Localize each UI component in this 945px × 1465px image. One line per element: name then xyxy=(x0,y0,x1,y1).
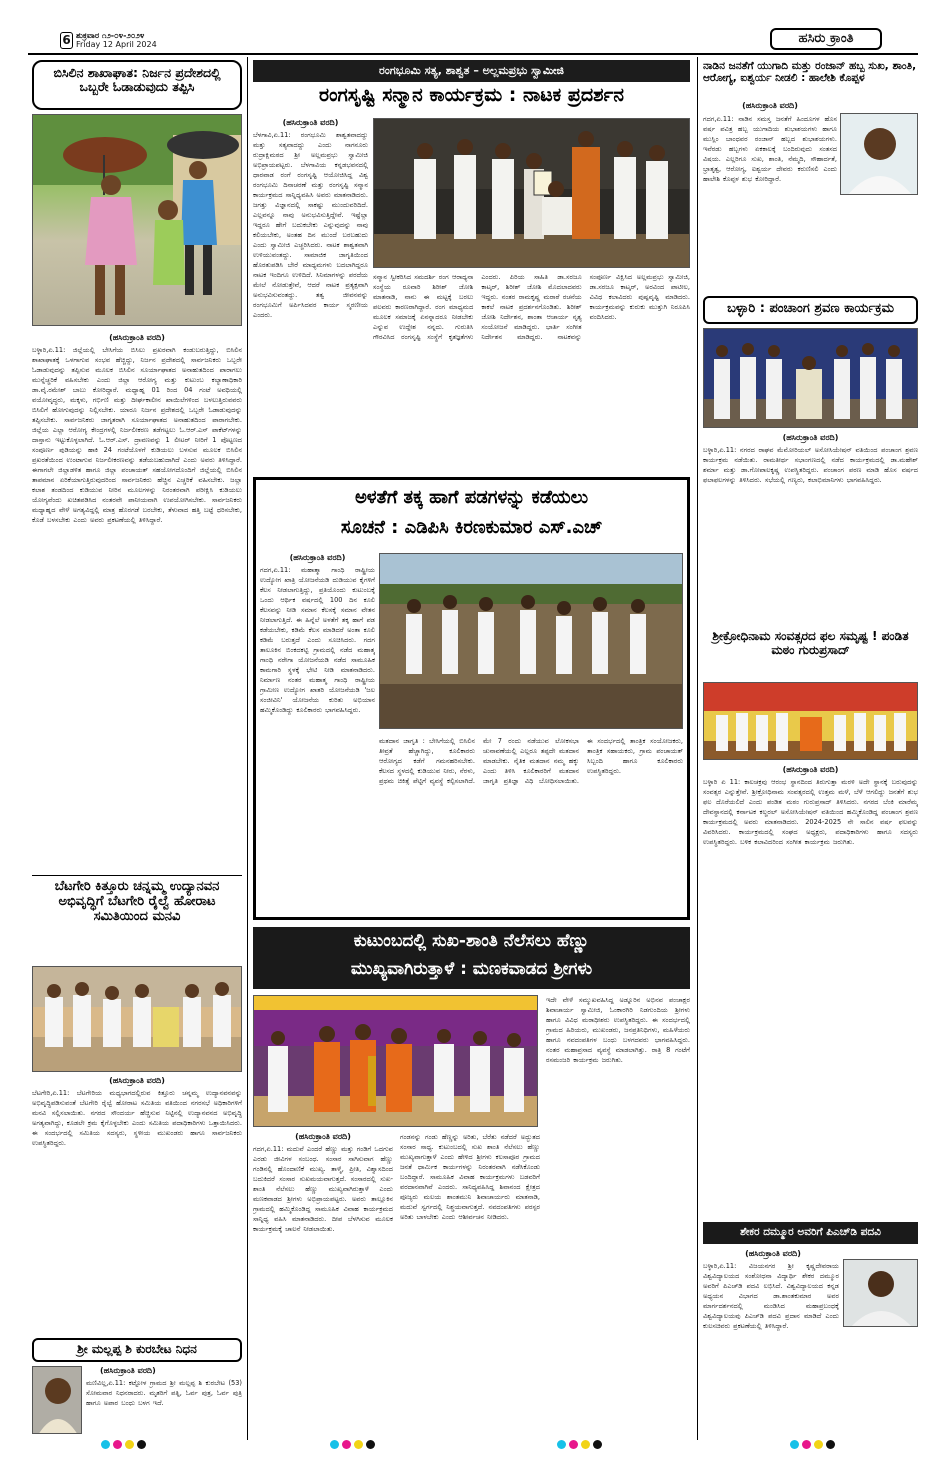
registration-dot-cyan-2 xyxy=(330,1440,339,1449)
paper-name-box xyxy=(770,28,882,50)
registration-dot-magenta-2 xyxy=(342,1440,351,1449)
heat-story-credit: (ಹಸಿರುಕ್ರಾಂತಿ ವರದಿ) xyxy=(109,333,165,342)
phd-credit: (ಹಸಿರುಕ್ರಾಂತಿ ವರದಿ) xyxy=(745,1249,801,1258)
festival-credit: (ಹಸಿರುಕ್ರಾಂತಿ ವರದಿ) xyxy=(742,101,798,110)
marriage-body-left: ಗದಗ,ಏ.11: ಮದುವೆ ಎಂದರೆ ಹೆಣ್ಣು ಮತ್ತು ಗಂಡಿಗೆ ಒದಗುವ ಎರಡು ಜೀವಿಗಳ ಸಂಬಂಧ. ಸಂಸಾರ ಸಾಗಿಸುವಾಗ ಹೆಣ್ಣು ಗಂಡಿನಲ್ಲಿ ಹೊಂದಾಣಿಕೆ ಮುಖ್ಯ. ತಾಳ್ಮೆ, ಪ್ರೀತಿ, ವಿಶ್ವಾಸದಿಂದ ಬದುಕಿದರೆ ಸಂಸಾರ ಸುಖಮಯವಾಗುತ್ತದೆ. ಸಂಸಾರದಲ್ಲಿ ಸುಖ-ಶಾಂತಿ ನೆಲೆಸಲು ಹೆಣ್ಣು ಮುಖ್ಯವಾಗಿರುತ್ತಾಳೆ ಎಂದು ಮಣಕವಾಡದ ಶ್ರೀಗಳು ಅಭಿಪ್ರಾಯಪಟ್ಟರು. ಅವರು ತಾಲ್ಲೂಕಿನ ಗ್ರಾಮದಲ್ಲಿ ಹಮ್ಮಿಕೊಂಡಿದ್ದ ಸಾಮೂಹಿಕ ವಿವಾಹ ಕಾರ್ಯಕ್ರಮದ ಸಾನ್ನಿಧ್ಯ ವಹಿಸಿ ಮಾತನಾಡಿದರು. ದೀಪ ಬೆಳಗಿಸುವ ಮೂಲಕ ಕಾರ್ಯಕ್ರಮಕ್ಕೆ ಚಾಲನೆ ನೀಡಲಾಯಿತು. xyxy=(253,1145,393,1233)
samvatsara-body: ಬಳ್ಳಾರಿ ಏ 11: ಕಾಲಚಕ್ರವು ಆರಂಭ ಸ್ಥಾನದಿಂದ ತಿರುಗುತ್ತಾ ಮರಳಿ ಅದೇ ಸ್ಥಾನಕ್ಕೆ ಬರುವುದನ್ನು ಸಂವತ್ಸರ ಎನ್ನುತ್ತೇವೆ. ಶ್ರೀಕ್ರೋಧಿನಾಮ ಸಂವತ್ಸರದಲ್ಲಿ ಉತ್ತಮ ಮಳೆ, ಬೆಳೆ ಆಗಲಿದ್ದು ಜನತೆಗೆ ಶುಭ ಫಲ ದೊರೆಯಲಿದೆ ಎಂದು ಪಂಡಿತ ಮಠಂ ಗುರುಪ್ರಸಾದ್ ತಿಳಿಸಿದರು. ನಗರದ ಬೆಂಕಿ ಮಾರೆಮ್ಮ ದೇವಸ್ಥಾನದಲ್ಲಿ ಕರ್ನಾಟಕ ಕಲ್ಚರಲ್ ಅಸೋಸಿಯೇಷನ್ ವತಿಯಿಂದ ಹಮ್ಮಿಕೊಂಡಿದ್ದ ಪಂಚಾಂಗ ಶ್ರವಣ ಕಾರ್ಯಕ್ರಮದಲ್ಲಿ ಅವರು ಮಾತನಾಡಿದರು. 2024-2025 ನೇ ಸಾಲಿನ ವರ್ಷ ಫಲವನ್ನು ವಿವರಿಸಿದರು. ಕಾರ್ಯಕ್ರಮದಲ್ಲಿ ಸಂಘದ ಅಧ್ಯಕ್ಷರು, ಪದಾಧಿಕಾರಿಗಳು ಹಾಗೂ ಸದಸ್ಯರು ಉಪಸ್ಥಿತರಿದ್ದರು. ಬಳಿಕ ಕಲಾವಿದರಿಂದ ಸಂಗೀತ ಕಾರ್ಯಕ್ರಮ ಜರುಗಿತು. xyxy=(703,778,918,846)
phd-headline: ಶೇಕರ ದಮ್ಮೂರ ಅವರಿಗೆ ಪಿಎಚ್‌ಡಿ ಪದವಿ xyxy=(740,1226,881,1238)
registration-dot-yellow-1 xyxy=(125,1440,134,1449)
heat-story-photo xyxy=(32,114,242,326)
festival-body: ಗದಗ,ಏ.11: ನಾಡಿನ ಸಮಸ್ತ ಜನತೆಗೆ ಹಿಂದೂಗಳ ಹೊಸ ವರ್ಷ ಪವಿತ್ರ ಹಬ್ಬ ಯುಗಾದಿಯ ಶುಭಾಶಯಗಳು ಹಾಗೂ ಮುಸ್ಲಿಂ ಬಾಂಧವರ ರಂಜಾನ್ ಹಬ್ಬದ ಶುಭಾಶಯಗಳು. ಇವೆರಡು ಹಬ್ಬಗಳು ಏಕಕಾಲಕ್ಕೆ ಬಂದಿರುವುದು ಸಂತಸದ ವಿಷಯ. ಎಲ್ಲರಿಗೂ ಸುಖ, ಶಾಂತಿ, ನೆಮ್ಮದಿ, ಸೌಹಾರ್ದತೆ, ಭ್ರಾತೃತ್ವ, ಆರೋಗ್ಯ, ಐಶ್ವರ್ಯ ದೇವರು ಕರುಣಿಸಲಿ ಎಂದು ಹಾಲೇಶಿ ಕೊಪ್ಪಳ ಶುಭ ಕೋರಿದ್ದಾರೆ. xyxy=(703,115,837,183)
theatre-credit: (ಹಸಿರುಕ್ರಾಂತಿ ವರದಿ) xyxy=(282,118,339,127)
registration-dot-black-4 xyxy=(826,1440,835,1449)
registration-dot-cyan-3 xyxy=(557,1440,566,1449)
nrega-credit: (ಹಸಿರುಕ್ರಾಂತಿ ವರದಿ) xyxy=(289,553,346,562)
registration-dot-black-3 xyxy=(593,1440,602,1449)
registration-dot-black-2 xyxy=(366,1440,375,1449)
nrega-headline-1: ಅಳತೆಗೆ ತಕ್ಕ ಹಾಗೆ ಪಡಗಳನ್ನು ಕಡೆಯಲು xyxy=(354,487,589,508)
registration-dot-magenta-1 xyxy=(113,1440,122,1449)
paper-name: ಹಸಿರು ಕ್ರಾಂತಿ xyxy=(798,31,854,46)
registration-dot-yellow-4 xyxy=(814,1440,823,1449)
registration-dot-cyan-1 xyxy=(101,1440,110,1449)
festival-headline: ನಾಡಿನ ಜನತೆಗೆ ಯುಗಾದಿ ಮತ್ತು ರಂಜಾನ್ ಹಬ್ಬ ಸುಖ, ಶಾಂತಿ, ಆರೋಗ್ಯ, ಐಶ್ವರ್ಯ ನೀಡಲಿ : ಹಾಲೇಶಿ ಕೊಪ್ಪಳ xyxy=(703,60,917,85)
issue-date-english: Friday 12 April 2024 xyxy=(76,40,157,49)
heat-story-headline: ಬಿಸಿಲಿನ ಶಾಖಾಘಾತ: ನಿರ್ಜನ ಪ್ರದೇಶದಲ್ಲಿ ಒಬ್ಬರೇ ಓಡಾಡುವುದು ತಪ್ಪಿಸಿ xyxy=(53,65,221,95)
marriage-headline-2: ಮುಖ್ಯವಾಗಿರುತ್ತಾಳೆ : ಮಣಕವಾಡದ ಶ್ರೀಗಳು xyxy=(350,959,593,979)
marriage-body-right: ಇದೇ ವೇಳೆ ಸಮ್ಮುಖವಹಿಸಿದ್ದ ಅಡ್ನೂರಿನ ಅಭಿನವ ಪಂಚಾಕ್ಷರ ಶಿವಾಚಾರ್ಯ ಸ್ವಾಮೀಜಿ, ಓಂಕಾರಗಿರಿ ನಿಡಗುಂದಿಯ ಶ್ರೀಗಳು ಹಾಗೂ ವಿವಿಧ ಮಠಾಧೀಶರು ಉಪಸ್ಥಿತರಿದ್ದರು. ಈ ಸಂದರ್ಭದಲ್ಲಿ ಗ್ರಾಮದ ಹಿರಿಯರು, ಮುಖಂಡರು, ಜನಪ್ರತಿನಿಧಿಗಳು, ಮಹಿಳೆಯರು ಹಾಗೂ ನವದಂಪತಿಗಳ ಬಂಧು ಬಳಗದವರು ಭಾಗವಹಿಸಿದ್ದರು. ನಂತರ ಮಹಾಪ್ರಸಾದ ವ್ಯವಸ್ಥೆ ಮಾಡಲಾಗಿತ್ತು. ರಾತ್ರಿ 8 ಗಂಟೆಗೆ ರಸಮಂಜರಿ ಕಾರ್ಯಕ್ರಮ ಜರುಗಿತು. xyxy=(546,996,690,1064)
obituary-headline-box xyxy=(32,1338,242,1362)
marriage-credit: (ಹಸಿರುಕ್ರಾಂತಿ ವರದಿ) xyxy=(295,1132,351,1141)
theatre-headline: ರಂಗಸೃಷ್ಟಿ ಸನ್ಮಾನ ಕಾರ್ಯಕ್ರಮ : ನಾಟಕ ಪ್ರದರ್ಶನ xyxy=(319,84,624,106)
samvatsara-headline: ಶ್ರೀಕ್ರೋಧಿನಾಮ ಸಂವತ್ಸರದ ಫಲ ಸಮೃಷ್ಟ ! ಪಂಡಿತ ಮಠಂ ಗುರುಪ್ರಸಾದ್ xyxy=(712,629,909,657)
registration-dot-yellow-3 xyxy=(581,1440,590,1449)
registration-dot-cyan-4 xyxy=(790,1440,799,1449)
obituary-credit: (ಹಸಿರುಕ್ರಾಂತಿ ವರದಿ) xyxy=(100,1366,156,1375)
heat-story-headline-box xyxy=(32,60,242,110)
theatre-body-left: ಬೆಳಗಾವಿ,ಏ.11: ರಂಗಭೂಮಿ ಶಾಶ್ವತವಾದದ್ದು ಮತ್ತು ಸತ್ಯವಾದದ್ದು ಎಂದು ನಾಗನೂರು ರುದ್ರಾಕ್ಷಿಮಠದ ಶ್ರೀ ಅಲ್ಲಮಪ್ರಭು ಸ್ವಾಮೀಜಿ ಅಭಿಪ್ರಾಯಪಟ್ಟರು. ಬೆಳಗಾವಿಯ ಕನ್ನಡಭವನದಲ್ಲಿ ಧಾರವಾಡ ರಂಗೆ ರಂಗಸೃಷ್ಟಿ ಆಯೋಜಿಸಿದ್ದ ವಿಶ್ವ ರಂಗಭೂಮಿ ದಿನಾಚರಣೆ ಮತ್ತು ರಂಗಸೃಷ್ಟಿ ಸನ್ಮಾನ ಕಾರ್ಯಕ್ರಮದ ಸಾನ್ನಿಧ್ಯವಹಿಸಿ ಅವರು ಮಾತನಾಡಿದರು. ಜಗತ್ತು ವಿಜ್ಞಾನದಲ್ಲಿ ಸಾಕಷ್ಟು ಮುಂದುವರಿದಿದೆ. ಎಲ್ಲವನ್ನೂ ನಾವು ಅನುಭವಿಸುತ್ತಿದ್ದೇವೆ. ಇಷ್ಟೆಲ್ಲಾ ಇದ್ದರೂ ಹೇಗೆ ಬದುಕಬೇಕು ಎನ್ನುವುದನ್ನು ನಾವು ಕಲಿಯಬೇಕು, ಅಂತಹ ದಿನ ಮುಂದೆ ಬರಬಹುದು ಎಂದು ಸ್ವಾಮೀಜಿ ಎಚ್ಚರಿಸಿದರು. ನಾಟಕ ಶಾಶ್ವತವಾಗಿ ಉಳಿಯುವಂತದ್ದು. ಸಾಮಾಜಿಕ ಜಾಗೃತಿಯಿಂದ ಹೊರತುಪಡಿಸಿ ಬೇರೆ ಮಾಧ್ಯಮಗಳು ಬದಲಾಗಿದ್ದರೂ ನಾಟಕ ಇಂದಿಗೂ ಉಳಿದಿದೆ. ಸಿನಿಮಾಗಳನ್ನು ಪರದೆಯ ಮೇಲೆ ನೋಡುತ್ತೇವೆ, ಆದರೆ ನಾಟಕ ಪ್ರತ್ಯಕ್ಷವಾಗಿ ಅನುಭವಿಸುವಂತದ್ದು. ತತ್ವ ಜೀವನವನ್ನು ರಂಗಭೂಮಿಗೆ ಅರ್ಪಿಸಿದವರ ಕಾರ್ಯ ಸ್ಮರಣೀಯ ಎಂದರು. xyxy=(253,131,368,319)
panchanga-headline-box xyxy=(703,296,918,324)
col1-divider-a xyxy=(32,875,242,876)
page-number-box xyxy=(60,32,73,49)
nrega-headline-2: ಸೂಚನೆ : ಎಡಿಪಿಸಿ ಕಿರಣಕುಮಾರ ಎಸ್.ಎಚ್ xyxy=(340,517,603,538)
park-story-body: ಬೆಟಗೇರಿ,ಏ.11: ಬೆಟಗೇರಿಯ ಮಧ್ಯಭಾಗದಲ್ಲಿರುವ ಕಿತ್ತೂರು ಚನ್ನಮ್ಮ ಉದ್ಯಾನವನವನ್ನು ಅಭಿವೃದ್ಧಿಪಡಿಸುವಂತೆ ಬೆಟಗೇರಿ ರೈಲ್ವೆ ಹೋರಾಟ ಸಮಿತಿಯ ವತಿಯಿಂದ ನಗರಸಭೆ ಅಧಿಕಾರಿಗಳಿಗೆ ಮನವಿ ಸಲ್ಲಿಸಲಾಯಿತು. ನಗರದ ಸೌಂದರ್ಯ ಹೆಚ್ಚಿಸುವ ನಿಟ್ಟಿನಲ್ಲಿ ಉದ್ಯಾನವನದ ಅಭಿವೃದ್ಧಿ ಅಗತ್ಯವಾಗಿದ್ದು, ಕೂಡಲೇ ಕ್ರಮ ಕೈಗೊಳ್ಳಬೇಕು ಎಂದು ಸಮಿತಿಯ ಪದಾಧಿಕಾರಿಗಳು ಒತ್ತಾಯಿಸಿದರು. ಈ ಸಂದರ್ಭದಲ್ಲಿ ಸಮಿತಿಯ ಸದಸ್ಯರು, ಸ್ಥಳೀಯ ಮುಖಂಡರು ಹಾಗೂ ಸಾರ್ವಜನಿಕರು ಉಪಸ್ಥಿತರಿದ್ದರು. xyxy=(32,1089,242,1147)
column-divider-2 xyxy=(697,57,698,1440)
theatre-photo xyxy=(373,118,690,268)
panchanga-photo xyxy=(703,328,918,428)
marriage-photo xyxy=(253,995,538,1127)
registration-dot-magenta-4 xyxy=(802,1440,811,1449)
park-story-credit: (ಹಸಿರುಕ್ರಾಂತಿ ವರದಿ) xyxy=(109,1076,165,1085)
column-divider-1 xyxy=(247,57,248,1440)
festival-portrait xyxy=(840,113,918,195)
obituary-headline: ಶ್ರೀ ಮಲ್ಲಪ್ಪ ಶಿ ಕುರಬೇಟ ನಿಧನ xyxy=(77,1342,197,1356)
registration-dot-magenta-3 xyxy=(569,1440,578,1449)
page-number: 6 xyxy=(62,33,71,47)
panchanga-body: ಬಳ್ಳಾರಿ,ಏ.11: ನಗರದ ರಾಘವ ಮೆಮೋರಿಯಲ್ ಅಸೋಸಿಯೇಷನ್ ವತಿಯಿಂದ ಪಂಚಾಂಗ ಶ್ರವಣ ಕಾರ್ಯಕ್ರಮ ನಡೆಯಿತು. ರಾಮತೀರ್ಥ ಸಭಾಂಗಣದಲ್ಲಿ ನಡೆದ ಕಾರ್ಯಕ್ರಮದಲ್ಲಿ ಡಾ.ಮಹೇಶ್ ಶರ್ಮಾ ಮತ್ತು ಡಾ.ಗೋಪಾಲಕೃಷ್ಣ ಉಪಸ್ಥಿತರಿದ್ದರು. ಪಂಚಾಂಗ ಪಠಣ ಮಾಡಿ ಹೊಸ ವರ್ಷದ ಫಲಾಫಲಗಳನ್ನು ತಿಳಿಸಿದರು. ಸಭೆಯಲ್ಲಿ ಗಣ್ಯರು, ಕಲಾಭಿಮಾನಿಗಳು ಭಾಗವಹಿಸಿದ್ದರು. xyxy=(703,446,918,484)
park-story-headline: ಬೆಟಗೇರಿ ಕಿತ್ತೂರು ಚನ್ನಮ್ಮ ಉದ್ಯಾನವನ ಅಭಿವೃದ್ಧಿಗೆ ಬೆಟಗೇರಿ ರೈಲ್ವೆ ಹೋರಾಟ ಸಮಿತಿಯಿಂದ ಮನವಿ xyxy=(54,879,220,924)
panchanga-credit: (ಹಸಿರುಕ್ರಾಂತಿ ವರದಿ) xyxy=(782,433,839,442)
theatre-kicker: ರಂಗಭೂಮಿ ಸತ್ಯ, ಶಾಶ್ವತ – ಅಲ್ಲಮಪ್ರಭು ಸ್ವಾಮೀಜಿ xyxy=(379,64,564,77)
obituary-portrait xyxy=(32,1366,82,1434)
masthead-rule xyxy=(28,53,918,55)
registration-dot-yellow-2 xyxy=(354,1440,363,1449)
nrega-body-left: ಗದಗ,ಏ.11: ಮಹಾತ್ಮಾ ಗಾಂಧಿ ರಾಷ್ಟ್ರೀಯ ಉದ್ಯೋಗ ಖಾತ್ರಿ ಯೋಜನೆಯಡಿ ದುಡಿಯುವ ಕೈಗಳಿಗೆ ಕೆಲಸ ನೀಡಲಾಗುತ್ತಿದ್ದು, ಪ್ರತಿಯೊಂದು ಕುಟುಂಬಕ್ಕೆ ಒಂದು ಆರ್ಥಿಕ ವರ್ಷದಲ್ಲಿ 100 ದಿನ ಕೂಲಿ ಕೆಲಸವನ್ನು ನೀಡಿ ಸಮಾನ ಕೆಲಸಕ್ಕೆ ಸಮಾನ ವೇತನ ನೀಡಲಾಗುತ್ತಿದೆ. ಈ ಹಿನ್ನೆಲೆ ಅಳತೆಗೆ ತಕ್ಕ ಹಾಗೆ ಪಡ ಕಡೆಯಬೇಕು, ಕಡಿಮೆ ಕೆಲಸ ಮಾಡಿದರೆ ಅಂತಾ ಕೂಲಿ ಕಡಿಮೆ ಬರುತ್ತದೆ ಎಂದು ಸೂಚಿಸಿದರು. ಗದಗ ತಾಲೂಕಿನ ಬಿಂಕದಕಟ್ಟಿ ಗ್ರಾಮದಲ್ಲಿ ನಡೆದ ಮಹಾತ್ಮ ಗಾಂಧಿ ನರೇಗಾ ಯೋಜನೆಯಡಿ ನಡೆದ ಸಾಮೂಹಿಕ ಕಾಮಗಾರಿ ಸ್ಥಳಕ್ಕೆ ಭೇಟಿ ನೀಡಿ ಮಾತನಾಡಿದರು. ನಿರ್ಮಾಣ ನಂತರ ಮಹಾತ್ಮ ಗಾಂಧಿ ರಾಷ್ಟ್ರೀಯ ಗ್ರಾಮೀಣ ಉದ್ಯೋಗ ಖಾತರಿ ಯೋಜನೆಯಡಿ 'ಜಲ ಸಂಜೀವಿನಿ' ಯೋಜನೆಯ ಕುರಿತು ಅಭಿಯಾನ ಹಮ್ಮಿಕೊಂಡಿದ್ದು ಕೂಲಿಕಾರರು ಭಾಗವಹಿಸಿದ್ದರು. xyxy=(260,566,375,714)
marriage-headline-1: ಕುಟುಂಬದಲ್ಲಿ ಸುಖ-ಶಾಂತಿ ನೆಲೆಸಲು ಹೆಣ್ಣು xyxy=(353,931,590,951)
obituary-body: ಮಣಿವಿಲ್ಲ,ಏ.11: ಕಟ್ಟೋಳ ಗ್ರಾಮದ ಶ್ರೀ ಮಲ್ಲಪ್ಪ ಶಿ ಕುರಬೇಟ (53) ಸೋಮವಾರ ನಿಧನರಾದರು. ಮೃತರಿಗೆ ಪತ್ನಿ, ಓರ್ವ ಪುತ್ರ, ಓರ್ವ ಪುತ್ರಿ ಹಾಗೂ ಅಪಾರ ಬಂಧು ಬಳಗ ಇದೆ. xyxy=(86,1379,242,1407)
theatre-kicker-band xyxy=(253,60,690,82)
registration-dot-black-1 xyxy=(137,1440,146,1449)
nrega-photo xyxy=(379,553,683,729)
phd-body: ಬಳ್ಳಾರಿ,ಏ.11: ವಿಜಯನಗರ ಶ್ರೀ ಕೃಷ್ಣದೇವರಾಯ ವಿಶ್ವವಿದ್ಯಾಲಯದ ಸಂಶೋಧನಾ ವಿದ್ಯಾರ್ಥಿ ಶೇಕರ ದಮ್ಮೂರ ಅವರಿಗೆ ಪಿಎಚ್‌ಡಿ ಪದವಿ ಲಭಿಸಿದೆ. ವಿಶ್ವವಿದ್ಯಾಲಯದ ಕನ್ನಡ ಅಧ್ಯಯನ ವಿಭಾಗದ ಡಾ.ಶಾಂತಕುಮಾರ ಅವರ ಮಾರ್ಗದರ್ಶನದಲ್ಲಿ ಮಂಡಿಸಿದ ಮಹಾಪ್ರಬಂಧಕ್ಕೆ ವಿಶ್ವವಿದ್ಯಾಲಯವು ಪಿಎಚ್‌ಡಿ ಪದವಿ ಪ್ರದಾನ ಮಾಡಿದೆ ಎಂದು ಕುಲಸಚಿವರು ಪ್ರಕಟಣೆಯಲ್ಲಿ ತಿಳಿಸಿದ್ದಾರೆ. xyxy=(703,1262,839,1330)
samvatsara-credit: (ಹಸಿರುಕ್ರಾಂತಿ ವರದಿ) xyxy=(782,765,839,774)
heat-story-body: ಬಳ್ಳಾರಿ,ಏ.11: ಜಿಲ್ಲೆಯಲ್ಲಿ ಬೇಸಿಗೆಯ ಬಿಸಿಲು ಪ್ರಖರವಾಗಿ ಕಂಡುಬರುತ್ತಿದ್ದು, ಬಿಸಿಲಿನ ಶಾಖಾಘಾತಕ್ಕೆ ಒಳಗಾಗುವ ಸಂಭವ ಹೆಚ್ಚಿದ್ದು, ನಿರ್ಜನ ಪ್ರದೇಶದಲ್ಲಿ ಸಾರ್ವಜನಿಕರು ಒಬ್ಬರೇ ಓಡಾಡುವುದನ್ನು ತಪ್ಪಿಸುವ ಮೂಲಕ ಬಿಸಿಲಿನ ಸೂರ್ಯಾಘಾತದ ಅನಾಹುತದಿಂದ ಪಾರಾಗಲು ಮುನ್ನೆಚ್ಚರಿಕೆ ವಹಿಸಬೇಕು ಎಂದು ಜಿಲ್ಲಾ ಆರೋಗ್ಯ ಮತ್ತು ಕುಟುಂಬ ಕಲ್ಯಾಣಾಧಿಕಾರಿ ಡಾ.ವೈ.ರಮೇಶ್ ಬಾಬು ಕೋರಿದ್ದಾರೆ. ಮಧ್ಯಾಹ್ನ 01 ರಿಂದ 04 ಗಂಟೆ ಅವಧಿಯಲ್ಲಿ ವಯೋವೃದ್ಧರು, ಮಕ್ಕಳು, ಗರ್ಭಿಣಿ ಮತ್ತು ದೀರ್ಘಕಾಲೀನ ಖಾಯಿಲೆಗಳಿಂದ ಬಳಲುತ್ತಿರುವವರು ಬಿಸಿಲಿಗೆ ಹೋಗುವುದನ್ನು ನಿಲ್ಲಿಸಬೇಕು. ಯಾರೂ ನಿರ್ಜನ ಪ್ರದೇಶದಲ್ಲಿ ಒಬ್ಬರೇ ಓಡಾಡುವುದನ್ನು ತಪ್ಪಿಸಬೇಕು. ಸಾರ್ವಜನಿಕರು ಜಾಗೃತರಾಗಿ ಸೂರ್ಯಾಘಾತದ ಅನಾಹುತದಿಂದ ಪಾರಾಗಬೇಕು. ಜಿಲ್ಲೆಯ ಎಲ್ಲಾ ಆರೋಗ್ಯ ಕೇಂದ್ರಗಳಲ್ಲಿ ನಿರ್ಜಲೀಕರಣ ತಡೆಗಟ್ಟಲು ಓ.ಆರ್.ಎಸ್ ಪಾಕೆಟ್‌ಗಳನ್ನು ದಾಸ್ತಾನು ಇಟ್ಟುಕೊಳ್ಳಲಾಗಿದೆ. ಓ.ಆರ್.ಎಸ್. ದ್ರಾವಣವನ್ನು 1 ಲೀಟರ್ ನೀರಿಗೆ 1 ಪೊಟ್ಟಣದ ಸಂಪೂರ್ಣ ಪುಡಿಯನ್ನು ಹಾಕಿ 24 ಗಂಟೆಯೊಳಗೆ ಕುಡಿಯಲು ಬಳಸುವ ಮೂಲಕ ಬಿಸಿಲಿನ ಪ್ರಖರತೆಯಿಂದ ಉಂಟಾಗುವ ನಿರ್ಜಲೀಕರಣವನ್ನು ತಡೆಯಬಹುದಾಗಿದೆ ಎಂದು ಅವರು ತಿಳಿಸಿದ್ದಾರೆ. ಈಗಾಗಲೇ ಜಿಲ್ಲಾಡಳಿತ ಹಾಗೂ ಜಿಲ್ಲಾ ಪಂಚಾಯತ್ ಸಹಯೋಗದೊಂದಿಗೆ ಜಿಲ್ಲೆಯಲ್ಲಿ ಬಿಸಿಲಿನ ತಾಪಮಾನ ಏರಿಕೆಯಾಗುತ್ತಿರುವುದರಿಂದ ಸಾರ್ವಜನಿಕರು ಹೆಚ್ಚಿನ ಎಚ್ಚರಿಕೆ ವಹಿಸಬೇಕು. ಜಲ್ಲಾ ಕಲಾಶ ತಂಡದಿಂದ ಕುಡಿಯುವ ನೀರಿನ ಮೂಲಗಳನ್ನು ನಿರಂತರವಾಗಿ ಪರೀಕ್ಷಿಸಿ ಕುಡಿಯಲು ಯೋಗ್ಯವೆಂದು ಖಚಿತಪಡಿಸಿದ ನಂತರವೇ ಪಾನೀಯವಾಗಿ ಉಪಯೋಗಿಸಬೇಕು. ಸಾರ್ವಜನಿಕರು ಮಧ್ಯಾಹ್ನದ ವೇಳೆ ಅಗತ್ಯವಿದ್ದಲ್ಲಿ ಮಾತ್ರ ಹೊರಗಡೆ ಬರಬೇಕು, ತೆಳುವಾದ ಹತ್ತಿ ಬಟ್ಟೆ ಧರಿಸಬೇಕು, ಕೊಡೆ ಬಳಸಬೇಕು ಎಂದು ಅವರು ಪ್ರಕಟಣೆಯಲ್ಲಿ ತಿಳಿಸಿದ್ದಾರೆ. xyxy=(32,346,242,524)
phd-portrait xyxy=(843,1259,918,1327)
nrega-body-right: ಮತದಾನ ಜಾಗೃತಿ : ಬೇಸಿಗೆಯಲ್ಲಿ ಬಿಸಿಲಿನ ತೀವ್ರತೆ ಹೆಚ್ಚಾಗಿದ್ದು, ಕೂಲಿಕಾರರು ಆರೋಗ್ಯದ ಕಡೆಗೆ ಗಮನಹರಿಸಬೇಕು. ಕೆಲಸದ ಸ್ಥಳದಲ್ಲಿ ಕುಡಿಯುವ ನೀರು, ನೆರಳು, ಪ್ರಥಮ ಚಿಕಿತ್ಸೆ ಪೆಟ್ಟಿಗೆ ವ್ಯವಸ್ಥೆ ಕಲ್ಪಿಸಲಾಗಿದೆ. ಮೇ 7 ರಂದು ನಡೆಯುವ ಲೋಕಸಭಾ ಚುನಾವಣೆಯಲ್ಲಿ ಎಲ್ಲರೂ ತಪ್ಪದೇ ಮತದಾನ ಮಾಡಬೇಕು. ನೈತಿಕ ಮತದಾನ ನಮ್ಮ ಹಕ್ಕು ಎಂದು ತಿಳಿಸಿ ಕೂಲಿಕಾರರಿಗೆ ಮತದಾನ ಜಾಗೃತಿ ಪ್ರತಿಜ್ಞಾ ವಿಧಿ ಬೋಧಿಸಲಾಯಿತು. ಈ ಸಂದರ್ಭದಲ್ಲಿ ತಾಂತ್ರಿಕ ಸಂಯೋಜಕರು, ತಾಂತ್ರಿಕ ಸಹಾಯಕರು, ಗ್ರಾಮ ಪಂಚಾಯತ್ ಸಿಬ್ಬಂದಿ ಹಾಗೂ ಕೂಲಿಕಾರರು ಉಪಸ್ಥಿತರಿದ್ದರು. xyxy=(379,737,683,785)
issue-date-kannada: ಶುಕ್ರವಾರ ೧೨-೦೪-೨೦೨೪ xyxy=(76,31,145,40)
theatre-body-right: ಸನ್ಮಾನ ಸ್ವೀಕರಿಸಿದ ಸಮದರ್ಶಿ ರಂಗ ಆರಾಧ್ಯನಾ ಸಂಸ್ಥೆಯ ರೂವಾರಿ ಶಿರೀಶ್ ಜೋಶಿ ಮಾತನಾಡಿ, ನಾನು ಈ ಮಟ್ಟಕ್ಕೆ ಬರಲು ಪಲವರು ಕಾರಣರಾಗಿದ್ದಾರೆ. ರಂಗ ಮಾಧ್ಯಮದ ಮೂಲಕ ಸಮಾಜಕ್ಕೆ ಏನನ್ನಾದರೂ ನೀಡಬೇಕು ಎನ್ನುವ ಉದ್ದೇಶ ನನ್ನದು. ಗುರುತಿಸಿ ಗೌರವಿಸಿದ ರಂಗಸೃಷ್ಟಿ ಸಂಸ್ಥೆಗೆ ಕೃತಜ್ಞತೆಗಳು ಎಂದರು. ಪಿರಿಯ ಸಾಹಿತಿ ಡಾ.ಸರಜೂ ಕಾಟ್ಕರ್, ಶಿರೀಶ್ ಜೋಶಿ ಮೊದಲಾದವರು ಇದ್ದರು. ನಂತರ ರಾಮಕೃಷ್ಣ ಮರಾಠೆ ರಚನೆಯ ಕಾಕಲೆ ನಾಟಕ ಪ್ರದರ್ಶನಗೊಂಡಿತು. ಶಿರೀಶ್ ಜೋಶಿ ನಿರ್ದೇಶನ, ಶಾಂತಾ ಆಚಾರ್ಯ ನೃತ್ಯ ಸಂಯೋಜನೆ ಮಾಡಿದ್ದರು. ಭಾರ್ತಿ ಸಂಗೀತ ನಿರ್ದೇಶನ ಮಾಡಿದ್ದರು. ನಾಟಕವನ್ನು ಸಂಪೂರ್ಣ ವಿಕ್ಷಿಸಿದ ಅಲ್ಲಮಪ್ರಭು ಸ್ವಾಮೀಜಿ, ಡಾ.ಸರಜೂ ಕಾಟ್ಕರ್, ಅರವಿಂದ ಪಾಟೀಲ, ವಿವಿಧ ಕಲಾವಿದರು ಪುಷ್ಪವೃಷ್ಟಿ ಮಾಡಿದರು. ಕಾರ್ಯಕ್ರಮವನ್ನು ಕುರುಕು ಮುತ್ತುಗಿ ನಿರೂಪಿಸಿ ವಂದಿಸಿದರು. xyxy=(373,273,690,341)
marriage-body-mid: ಗಂಡನನ್ನು ಗಂಡು ಹೆಣ್ಣನ್ನು ಅರಿತು, ಬೆರೆತು ನಡೆದರೆ ಅದ್ಭುತದ ಸಂಸಾರ ಸಾಧ್ಯ. ಕುಟುಂಬದಲ್ಲಿ ಸುಖ ಶಾಂತಿ ನೆಲೆಸಲು ಹೆಣ್ಣು ಮುಖ್ಯವಾಗುತ್ತಾಳೆ ಎಂದು ಹೇಳಿದ ಶ್ರೀಗಳು ಕಲಸಾಪೂರ ಗ್ರಾಮದ ಜನತೆ ಧಾರ್ಮಿಕ ಕಾರ್ಯಗಳನ್ನು ನಿರಂತರವಾಗಿ ನಡೆಸಿಕೊಂಡು ಬಂದಿದ್ದಾರೆ. ಸಾಮೂಹಿಕ ವಿವಾಹ ಕಾರ್ಯಕ್ರಮಗಳು ಬಡವರಿಗೆ ವರದಾನವಾಗಿವೆ ಎಂದರು. ಸಾನಿಧ್ಯವಹಿಸಿದ್ದ ಶಿವಾನಂದ ಕ್ಷೇತ್ರದ ಪೂಜ್ಯರು ಮಲಯ ಶಾಂತಮುನಿ ಶಿವಾಚಾರ್ಯರು ಮಾತನಾಡಿ, ಮದುವೆ ಸ್ವರ್ಗದಲ್ಲಿ ನಿಶ್ಚಯವಾಗುತ್ತದೆ. ನವದಂಪತಿಗಳು ಪರಸ್ಪರ ಅರಿತು ಬಾಳಬೇಕು ಎಂದು ಆಶೀರ್ವಚನ ನೀಡಿದರು. xyxy=(400,1133,540,1221)
panchanga-headline: ಬಳ್ಳಾರಿ : ಪಂಚಾಂಗ ಶ್ರವಣ ಕಾರ್ಯಕ್ರಮ xyxy=(727,301,894,316)
samvatsara-photo xyxy=(703,682,918,760)
park-story-photo xyxy=(32,966,242,1072)
